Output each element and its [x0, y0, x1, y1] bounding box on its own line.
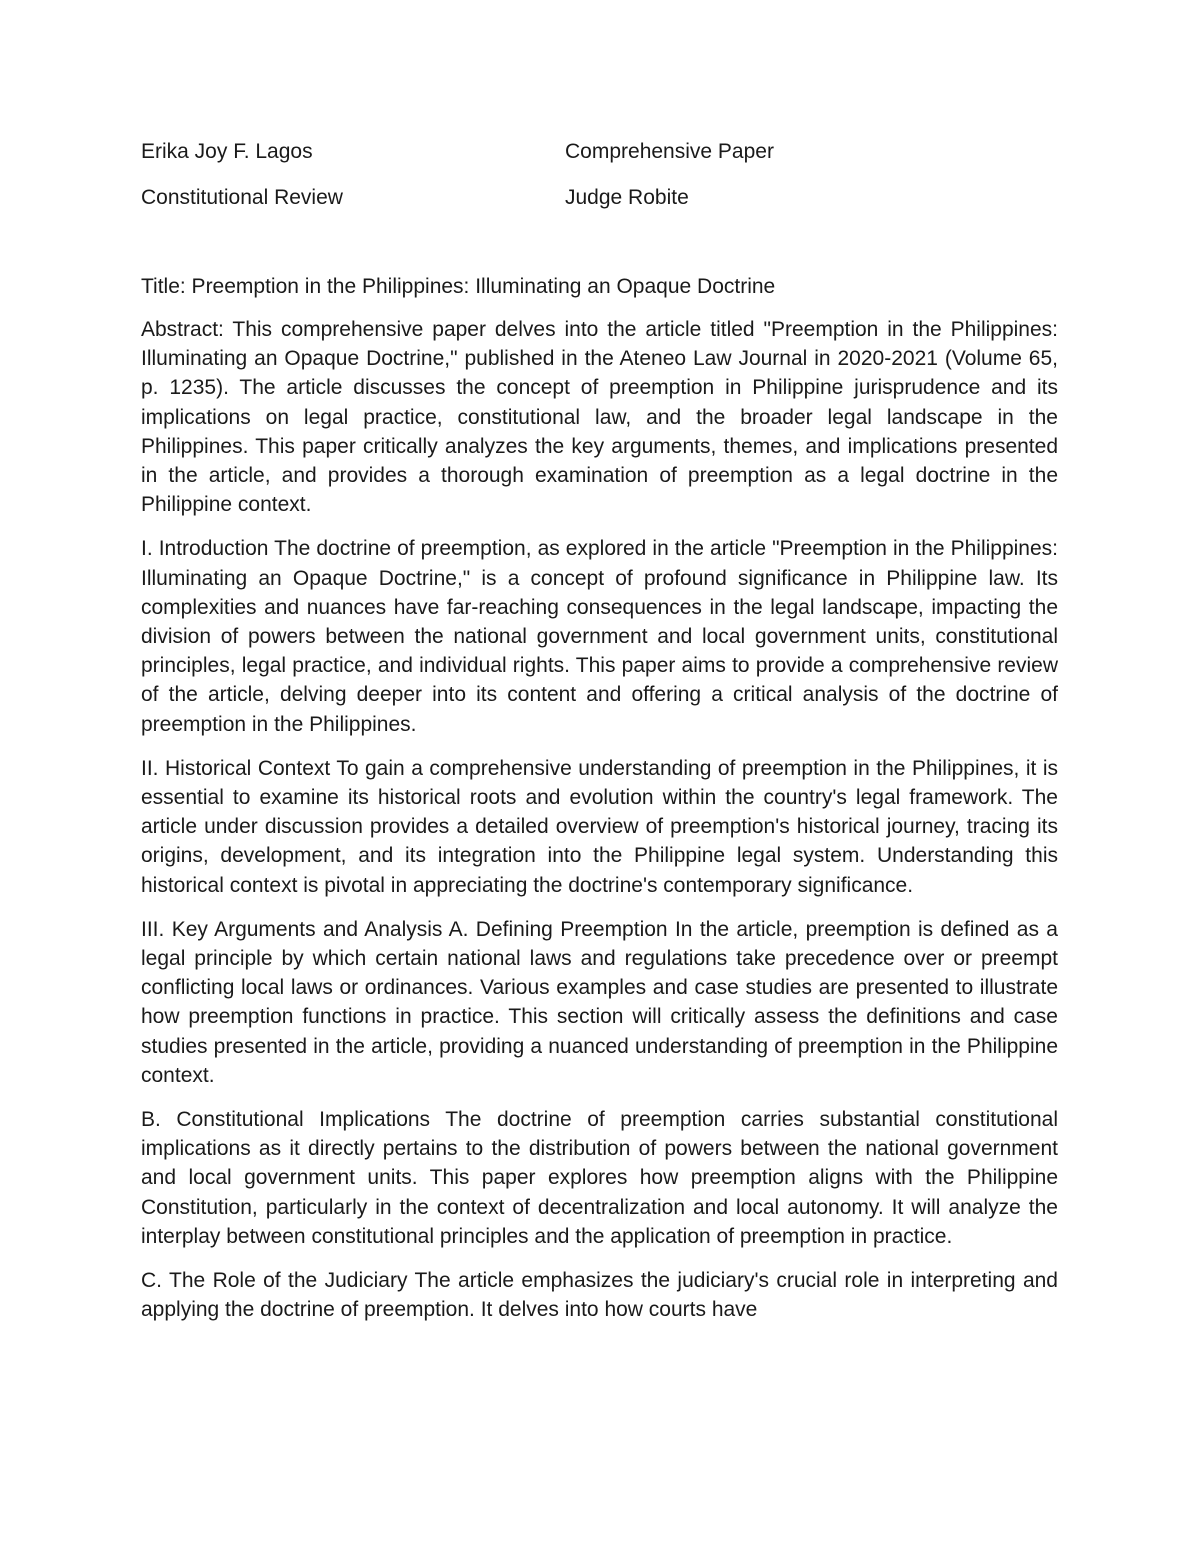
paragraph-historical-context: II. Historical Context To gain a comprehensive understanding of preemption in the Philippines, it is essential to examine its historical roots and evolution within the country's legal framework. The article under discussion provides a detailed overview of preemption's historical journey, tracing its origins, development, and its integration into the Philippine legal system. Understanding this historical context is pivotal in appreciating the doctrine's contemporary significance. — [141, 756, 1058, 897]
course-name: Constitutional Review — [141, 186, 343, 209]
document-type: Comprehensive Paper — [565, 140, 774, 163]
author-name: Erika Joy F. Lagos — [141, 140, 313, 163]
header-row-2 — [141, 183, 1058, 213]
document-title: Title: Preemption in the Philippines: Illuminating an Opaque Doctrine — [141, 275, 776, 298]
instructor-name: Judge Robite — [565, 186, 689, 209]
paragraph-abstract: Abstract: This comprehensive paper delves into the article titled "Preemption in the Philippines: Illuminating an Opaque Doctrine," published in the Ateneo Law Journal in 2020-2021 (Volume 65, p. 1235). The article discusses the concept of preemption in Philippine jurisprudence and its implications on legal practice, constitutional law, and the broader legal landscape in the Philippines. This paper critically analyzes the key arguments, themes, and implications presented in the article, and provides a thorough examination of preemption as a legal doctrine in the Philippine context. — [141, 318, 1058, 517]
paragraph-key-arguments: III. Key Arguments and Analysis A. Defining Preemption In the article, preemption is defined as a legal principle by which certain national laws and regulations take precedence over or preempt conflicting local laws or ordinances. Various examples and case studies are presented to illustrate how preemption functions in practice. This section will critically assess the definitions and case studies presented in the article, providing a nuanced understanding of preemption in the Philippine context. — [141, 917, 1058, 1087]
paragraph-constitutional-implications: B. Constitutional Implications The doctrine of preemption carries substantial constitutional implications as it directly pertains to the distribution of powers between the national government and local government units. This paper explores how preemption aligns with the Philippine Constitution, particularly in the context of decentralization and local autonomy. It will analyze the interplay between constitutional principles and the application of preemption in practice. — [141, 1108, 1058, 1248]
paragraph-introduction: I. Introduction The doctrine of preemption, as explored in the article "Preemption in the Philippines: Illuminating an Opaque Doctrine," is a concept of profound significance in Philippine law. Its complexities and nuances have far-reaching consequences in the legal landscape, impacting the division of powers between the national government and local government units, constitutional principles, legal practice, and individual rights. This paper aims to provide a comprehensive review of the article, delving deeper into its content and offering a critical analysis of the doctrine of preemption in the Philippines. — [141, 537, 1058, 736]
document-page — [141, 137, 1058, 1340]
header-row-1 — [141, 137, 1058, 167]
paragraph-role-of-judiciary: C. The Role of the Judiciary The article emphasizes the judiciary's crucial role in interpreting and applying the doctrine of preemption. It delves into how courts have — [141, 1269, 1058, 1322]
